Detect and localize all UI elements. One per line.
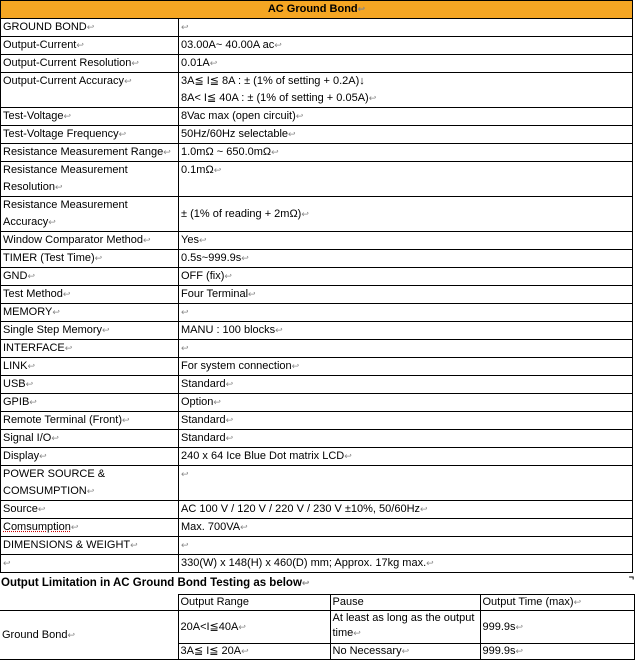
spec-value-cell: 330(W) x 148(H) x 460(D) mm; Approx. 17kg max.↩ bbox=[179, 555, 633, 573]
spec-row bbox=[1, 250, 633, 268]
spec-label-cell: Output-Current↩ bbox=[1, 37, 179, 55]
spec-label-cell: Signal I/O↩ bbox=[1, 430, 179, 448]
spec-label-cell: Test-Voltage Frequency↩ bbox=[1, 126, 179, 144]
spec-row bbox=[1, 537, 633, 555]
spec-value-cell: 03.00A~ 40.00A ac↩ bbox=[179, 37, 633, 55]
spec-title: AC Ground Bond↩ bbox=[1, 1, 633, 19]
limitation-title: Output Limitation in AC Ground Bond Testing as below↩ ¬ bbox=[1, 572, 634, 589]
spec-value-cell: ↩ bbox=[179, 19, 633, 37]
limitation-header-time: Output Time (max)↩ bbox=[480, 595, 634, 611]
spec-value-cell: Option↩ bbox=[179, 394, 633, 412]
spec-label-cell: Display↩ bbox=[1, 448, 179, 466]
spec-row bbox=[1, 232, 633, 250]
limitation-pause-cell: No Necessary↩ bbox=[330, 644, 480, 660]
spec-row bbox=[1, 162, 633, 197]
spec-row bbox=[1, 412, 633, 430]
spec-label-cell: Resistance Measurement Accuracy↩ bbox=[1, 197, 179, 232]
spec-row bbox=[1, 37, 633, 55]
spec-row bbox=[1, 376, 633, 394]
spec-label-cell: Window Comparator Method↩ bbox=[1, 232, 179, 250]
spec-row bbox=[1, 340, 633, 358]
spec-label-cell: POWER SOURCE & COMSUMPTION↩ bbox=[1, 466, 179, 501]
spec-label-cell: Single Step Memory↩ bbox=[1, 322, 179, 340]
spec-value-cell: For system connection↩ bbox=[179, 358, 633, 376]
spec-row bbox=[1, 268, 633, 286]
spec-row bbox=[1, 304, 633, 322]
spec-row bbox=[1, 322, 633, 340]
corner-mark: ¬ bbox=[628, 572, 634, 582]
spec-label-cell: Source↩ bbox=[1, 501, 179, 519]
spec-value-cell: ↩ bbox=[179, 537, 633, 555]
spec-value-cell: 8Vac max (open circuit)↩ bbox=[179, 108, 633, 126]
spec-row bbox=[1, 501, 633, 519]
spec-value-cell: MANU : 100 blocks↩ bbox=[179, 322, 633, 340]
limitation-row-label: Ground Bond↩ bbox=[0, 611, 178, 660]
spec-row bbox=[1, 519, 633, 537]
spec-label-cell: Output-Current Resolution↩ bbox=[1, 55, 179, 73]
spec-label-cell: GND↩ bbox=[1, 268, 179, 286]
spec-value-cell: AC 100 V / 120 V / 220 V / 230 V ±10%, 50/60Hz↩ bbox=[179, 501, 633, 519]
spec-value-cell: 0.01A↩ bbox=[179, 55, 633, 73]
spec-row bbox=[1, 19, 633, 37]
spec-row bbox=[1, 466, 633, 501]
limitation-header-pause: Pause bbox=[330, 595, 480, 611]
spec-row bbox=[1, 126, 633, 144]
spec-row bbox=[1, 108, 633, 126]
spec-row bbox=[1, 358, 633, 376]
spec-value-cell: OFF (fix)↩ bbox=[179, 268, 633, 286]
spec-value-cell: 0.5s~999.9s↩ bbox=[179, 250, 633, 268]
limitation-range-cell: 20A<I≦40A↩ bbox=[178, 611, 330, 644]
spec-label-cell: GROUND BOND↩ bbox=[1, 19, 179, 37]
limitation-time-cell: 999.9s↩ bbox=[480, 644, 634, 660]
spec-value-cell: Standard↩ bbox=[179, 376, 633, 394]
spec-label-cell: Resistance Measurement Range↩ bbox=[1, 144, 179, 162]
spec-label-cell: Test Method↩ bbox=[1, 286, 179, 304]
spec-header-row bbox=[1, 1, 633, 19]
spec-value-cell: ↩ bbox=[179, 304, 633, 322]
spec-label-cell: Remote Terminal (Front)↩ bbox=[1, 412, 179, 430]
spec-label-cell: TIMER (Test Time)↩ bbox=[1, 250, 179, 268]
spec-row bbox=[1, 144, 633, 162]
spec-value-cell: 3A≦ I≦ 8A : ± (1% of setting + 0.2A)↓ 8A< I≦ 40A : ± (1% of setting + 0.05A)↩ bbox=[179, 73, 633, 108]
limitation-header-range: Output Range bbox=[178, 595, 330, 611]
spec-label-cell: MEMORY↩ bbox=[1, 304, 179, 322]
spec-value-cell: Yes↩ bbox=[179, 232, 633, 250]
spec-row bbox=[1, 197, 633, 232]
spec-value-cell: ↩ bbox=[179, 466, 633, 501]
limitation-pause-cell: At least as long as the output time↩ bbox=[330, 611, 480, 644]
spec-label-cell: USB↩ bbox=[1, 376, 179, 394]
spec-value-cell: ± (1% of reading + 2mΩ)↩ bbox=[179, 197, 633, 232]
limitation-time-cell: 999.9s↩ bbox=[480, 611, 634, 644]
spec-value-cell: Four Terminal↩ bbox=[179, 286, 633, 304]
spec-label-cell: Resistance Measurement Resolution↩ bbox=[1, 162, 179, 197]
limitation-table bbox=[0, 594, 635, 660]
limitation-corner-cell bbox=[0, 595, 178, 611]
spec-row bbox=[1, 555, 633, 573]
spec-row bbox=[1, 55, 633, 73]
spec-label-cell: LINK↩ bbox=[1, 358, 179, 376]
spec-label-cell: ↩ bbox=[1, 555, 179, 573]
spec-value-cell: Standard↩ bbox=[179, 430, 633, 448]
spec-value-cell: 240 x 64 Ice Blue Dot matrix LCD↩ bbox=[179, 448, 633, 466]
spec-row bbox=[1, 394, 633, 412]
spec-value-cell: 0.1mΩ↩ bbox=[179, 162, 633, 197]
spec-label-cell: DIMENSIONS & WEIGHT↩ bbox=[1, 537, 179, 555]
spec-row bbox=[1, 430, 633, 448]
spec-row bbox=[1, 286, 633, 304]
spec-value-cell: 1.0mΩ ~ 650.0mΩ↩ bbox=[179, 144, 633, 162]
spec-label-cell: GPIB↩ bbox=[1, 394, 179, 412]
spec-value-cell: 50Hz/60Hz selectable↩ bbox=[179, 126, 633, 144]
limitation-header-row bbox=[0, 595, 634, 611]
spec-label-cell: Test-Voltage↩ bbox=[1, 108, 179, 126]
spec-value-cell: Standard↩ bbox=[179, 412, 633, 430]
limitation-range-cell: 3A≦ I≦ 20A↩ bbox=[178, 644, 330, 660]
spec-label-cell: Output-Current Accuracy↩ bbox=[1, 73, 179, 108]
spec-label-cell: INTERFACE↩ bbox=[1, 340, 179, 358]
spec-value-cell: ↩ bbox=[179, 340, 633, 358]
spec-row bbox=[1, 448, 633, 466]
spec-value-cell: Max. 700VA↩ bbox=[179, 519, 633, 537]
spec-row bbox=[1, 73, 633, 108]
spec-label-cell: Comsumption↩ bbox=[1, 519, 179, 537]
limitation-row bbox=[0, 611, 634, 644]
